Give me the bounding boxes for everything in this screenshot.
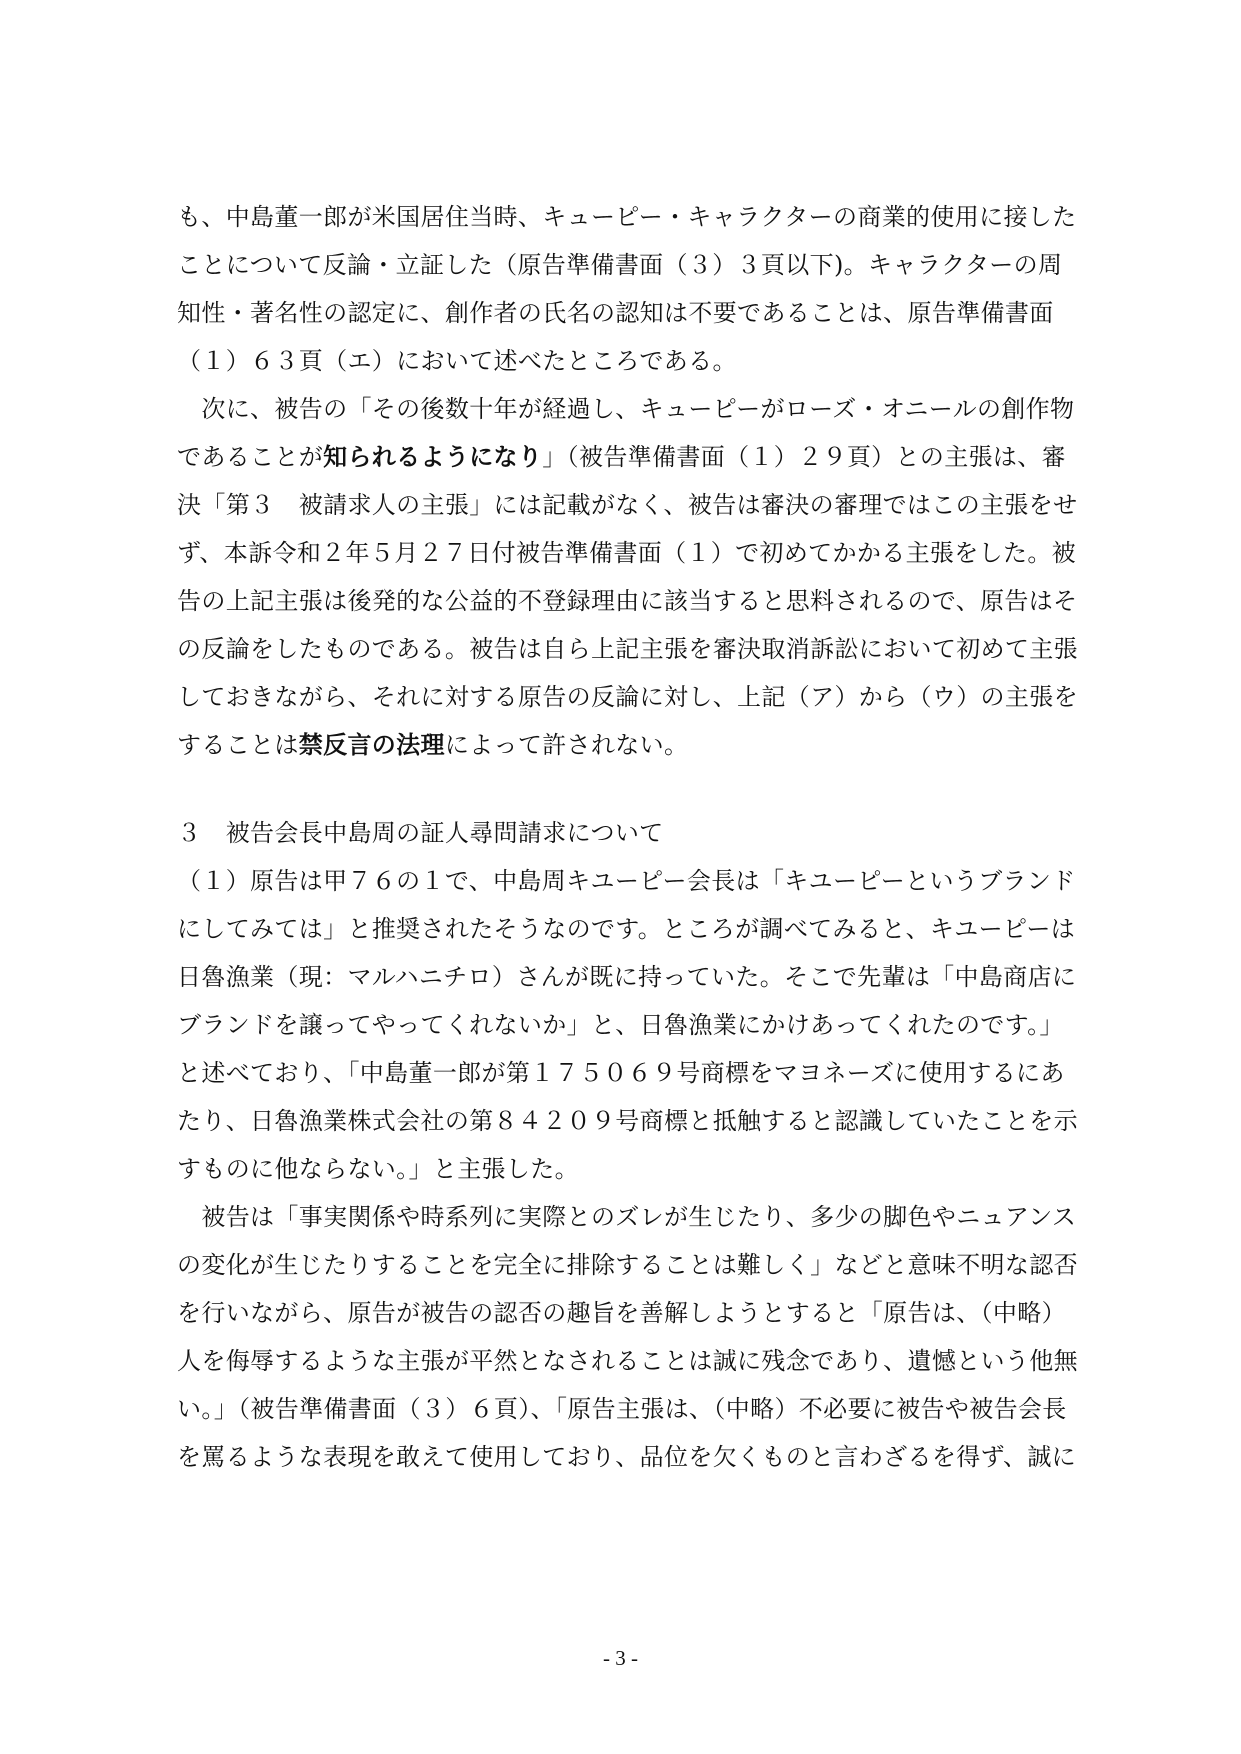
section-gap bbox=[177, 769, 1122, 809]
body-line-pre: することは bbox=[177, 731, 299, 759]
body-line: 告の上記主張は後発的な公益的不登録理由に該当すると思料されるので、原告はそ bbox=[177, 587, 1078, 615]
body-line: を罵るような表現を敢えて使用しており、品位を欠くものと言わざるを得ず、誠に bbox=[177, 1443, 1077, 1471]
body-line: （１）６３頁（エ）において述べたところである。 bbox=[177, 347, 737, 375]
body-line: 知性・著名性の認定に、創作者の氏名の認知は不要であることは、原告準備書面 bbox=[177, 299, 1054, 327]
body-line: ブランドを譲ってやってくれないか」と、日魯漁業にかけあってくれたのです。」 bbox=[177, 1011, 1064, 1039]
emphasized-phrase: 知られるようになり bbox=[323, 442, 543, 471]
body-line: ことについて反論・立証した（原告準備書面（３）３頁以下)。キャラクターの周 bbox=[177, 251, 1063, 279]
body-line: と述べており、「中島董一郎が第１７５０６９号商標をマヨネーズに使用するにあ bbox=[177, 1059, 1065, 1087]
body-line: 人を侮辱するような主張が平然となされることは誠に残念であり、遺憾という他無 bbox=[177, 1347, 1078, 1375]
document-body bbox=[177, 193, 1122, 1481]
body-line: ず、本訴令和２年５月２７日付被告準備書面（１）で初めてかかる主張をした。被 bbox=[177, 539, 1077, 567]
body-line-with-emphasis bbox=[177, 433, 1122, 481]
body-line-post: によって許されない。 bbox=[444, 731, 689, 759]
body-line: にしてみては」と推奨されたそうなのです。ところが調べてみると、キユーピーは bbox=[177, 915, 1076, 943]
section-heading: ３ 被告会長中島周の証人尋問請求について bbox=[177, 819, 664, 847]
page-number: - 3 - bbox=[603, 1646, 638, 1670]
body-line: 被告は「事実関係や時系列に実際とのズレが生じたり、多少の脚色やニュアンス bbox=[177, 1203, 1077, 1231]
body-line: しておきながら、それに対する原告の反論に対し、上記（ア）から（ウ）の主張を bbox=[177, 683, 1078, 711]
body-line: 日魯漁業（現：マルハニチロ）さんが既に持っていた。そこで先輩は「中島商店に bbox=[177, 963, 1077, 991]
body-line: の変化が生じたりすることを完全に排除することは難しく」などと意味不明な認否 bbox=[177, 1251, 1078, 1279]
body-line-with-emphasis bbox=[177, 721, 1122, 769]
body-line-post: 」（被告準備書面（１）２９頁）との主張は、審 bbox=[542, 443, 1066, 471]
emphasized-phrase: 禁反言の法理 bbox=[298, 730, 445, 759]
body-line: （１）原告は甲７６の１で、中島周キユーピー会長は「キユーピーというブランド bbox=[177, 867, 1076, 895]
body-line: 決「第３ 被請求人の主張」には記載がなく、被告は審決の審理ではこの主張をせ bbox=[177, 491, 1078, 519]
body-line: の反論をしたものである。被告は自ら上記主張を審決取消訴訟において初めて主張 bbox=[177, 635, 1078, 663]
body-line: を行いながら、原告が被告の認否の趣旨を善解しようとすると「原告は、（中略） bbox=[177, 1299, 1066, 1327]
body-line: たり、日魯漁業株式会社の第８４２０９号商標と抵触すると認識していたことを示 bbox=[177, 1107, 1078, 1135]
body-line: 次に、被告の「その後数十年が経過し、キューピーがローズ・オニールの創作物 bbox=[177, 395, 1075, 423]
body-line: すものに他ならない。」と主張した。 bbox=[177, 1155, 579, 1183]
body-line: も、中島董一郎が米国居住当時、キューピー・キャラクターの商業的使用に接した bbox=[177, 203, 1077, 231]
body-line-pre: であることが bbox=[177, 443, 324, 471]
body-line: い。」（被告準備書面（３）６頁）、「原告主張は、（中略）不必要に被告や被告会長 bbox=[177, 1395, 1067, 1423]
